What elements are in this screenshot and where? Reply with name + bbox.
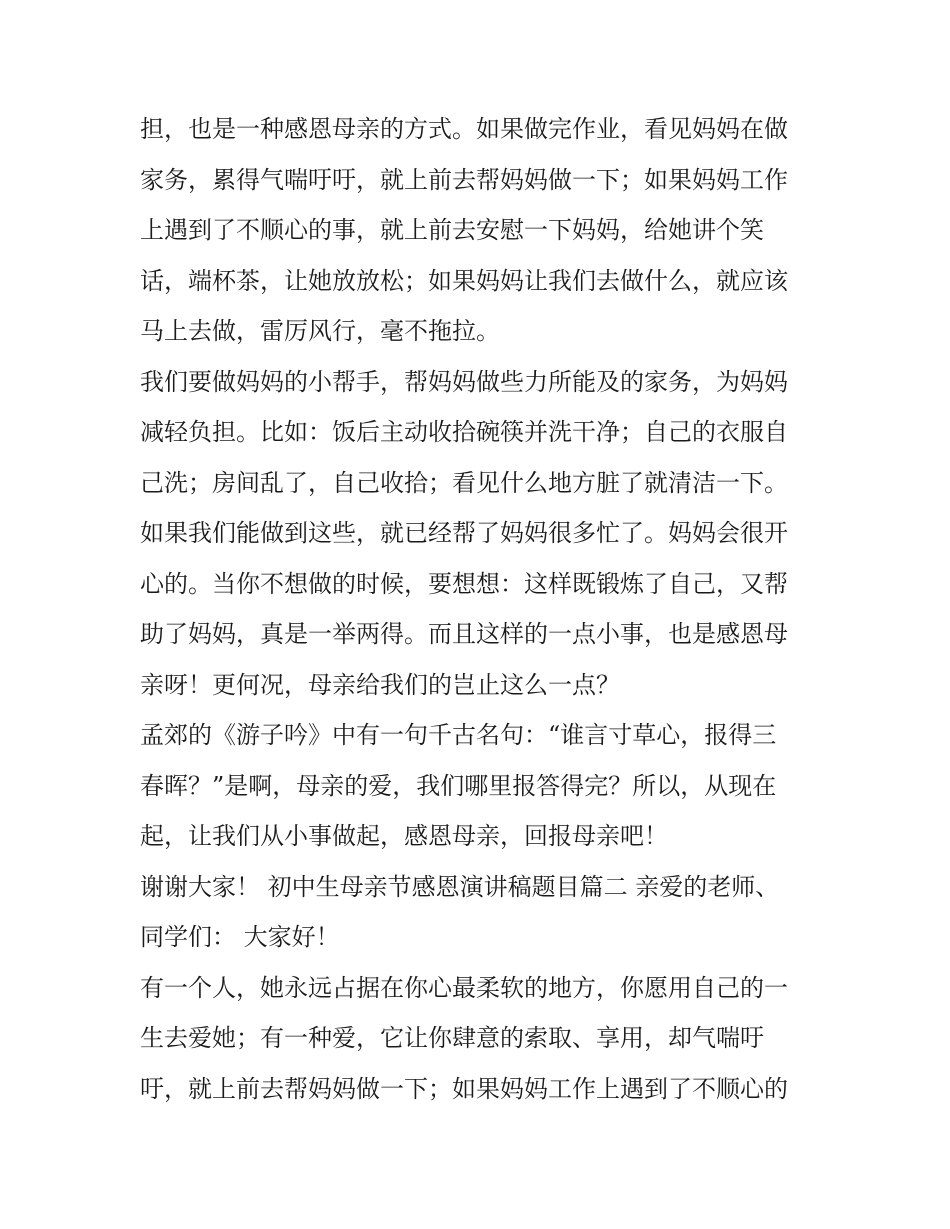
text-line: 减轻负担。比如：饭后主动收拾碗筷并洗干净；自己的衣服自 bbox=[140, 418, 788, 446]
text-line: 心的。当你不想做的时候，要想想：这样既锻炼了自己，又帮 bbox=[140, 569, 788, 598]
text-line: 家务，累得气喘吁吁，就上前去帮妈妈做一下；如果妈妈工作 bbox=[140, 165, 788, 194]
text-line: 上遇到了不顺心的事，就上前去安慰一下妈妈，给她讲个笑 bbox=[140, 216, 764, 244]
text-line: 谢谢大家！ 初中生母亲节感恩演讲稿题目篇二 亲爱的老师、 bbox=[140, 872, 780, 901]
text-line: 吁，就上前去帮妈妈做一下；如果妈妈工作上遇到了不顺心的 bbox=[140, 1074, 788, 1103]
body-text bbox=[140, 104, 820, 1114]
text-line: 我们要做妈妈的小帮手，帮妈妈做些力所能及的家务，为妈妈 bbox=[140, 367, 788, 396]
text-line: 亲呀！更何况，母亲给我们的岂止这么一点？ bbox=[140, 670, 620, 699]
text-line: 己洗；房间乱了，自己收拾；看见什么地方脏了就清洁一下。 bbox=[140, 468, 788, 497]
text-line: 助了妈妈，真是一举两得。而且这样的一点小事，也是感恩母 bbox=[140, 620, 788, 648]
text-line: 起，让我们从小事做起，感恩母亲，回报母亲吧！ bbox=[140, 822, 668, 850]
text-line: 如果我们能做到这些，就已经帮了妈妈很多忙了。妈妈会很开 bbox=[140, 519, 788, 547]
text-line: 孟郊的《游子吟》中有一句千古名句：“谁言寸草心，报得三 bbox=[140, 721, 777, 749]
text-line: 马上去做，雷厉风行，毫不拖拉。 bbox=[140, 317, 500, 345]
text-line: 有一个人，她永远占据在你心最柔软的地方，你愿用自己的一 bbox=[140, 973, 788, 1002]
text-line: 话，端杯茶，让她放放松；如果妈妈让我们去做什么，就应该 bbox=[140, 266, 788, 295]
text-line: 生去爱她；有一种爱，它让你肆意的索取、享用，却气喘吁 bbox=[140, 1024, 764, 1052]
text-line: 春晖？”是啊，母亲的爱，我们哪里报答得完？所以，从现在 bbox=[140, 771, 777, 800]
text-line: 担，也是一种感恩母亲的方式。如果做完作业，看见妈妈在做 bbox=[140, 115, 788, 143]
text-line: 同学们： 大家好！ bbox=[140, 923, 340, 951]
